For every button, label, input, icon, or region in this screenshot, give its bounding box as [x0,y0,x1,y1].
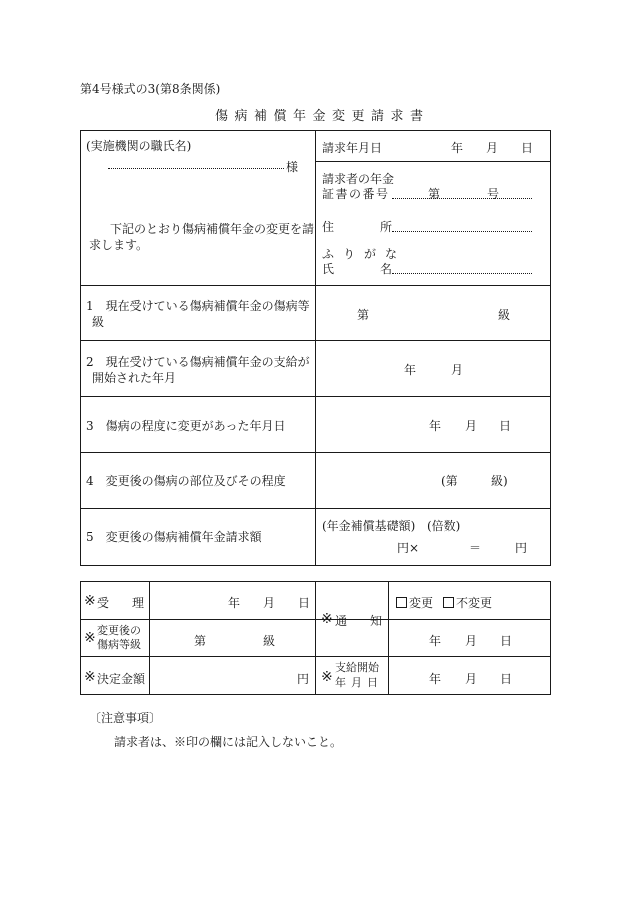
row3-day-unit: 日 [499,419,512,433]
row2-label-line1: 2 現在受けている傷病補償年金の支給が [86,355,310,369]
row2-month-unit: 月 [451,363,464,377]
notes-heading: 〔注意事項〕 [89,711,162,725]
grade-mark: ※ [84,630,96,646]
row1-kyu: 級 [498,308,511,322]
cert-dai: 第 [428,187,441,201]
start-day-unit: 日 [500,672,513,686]
honorific: 様 [286,160,299,174]
notice-day-unit: 日 [500,634,513,648]
row5-yen: 円 [515,541,528,555]
row1-dai: 第 [357,308,370,322]
notice-label-b: 知 [370,614,383,628]
page-title: 傷病補償年金変更請求書 [215,109,430,124]
request-day-unit: 日 [521,141,534,155]
row4-dai: (第 [441,474,458,488]
grade-kyu: 級 [263,634,276,648]
row3-year-unit: 年 [429,419,442,433]
address-label-b: 所 [380,220,393,234]
start-label-line1: 支給開始 [335,661,379,674]
name-label-a: 氏 [322,262,335,276]
change-checkbox[interactable] [396,597,407,608]
receipt-month-unit: 月 [263,596,276,610]
row1-label-line2: 級 [92,315,105,329]
grade-label-line2: 傷病等級 [97,638,141,651]
row5-base-label: (年金補償基礎額) [322,519,416,533]
cert-go: 号 [487,187,500,201]
cert-label-line1: 請求者の年金 [322,172,395,186]
name-field[interactable] [392,273,532,274]
receipt-label-b: 理 [132,596,145,610]
row2-year-unit: 年 [404,363,417,377]
address-label-a: 住 [322,220,335,234]
start-label-line2: 年月日 [335,676,383,689]
start-mark: ※ [321,669,333,685]
recipient-field[interactable] [108,168,284,169]
start-year-unit: 年 [429,672,442,686]
amount-label: 決定金額 [97,672,146,686]
row4-label: 4 変更後の傷病の部位及びその程度 [86,474,286,488]
amount-yen: 円 [297,672,310,686]
grade-dai: 第 [194,634,207,648]
change-option[interactable] [396,594,433,611]
cert-number-field[interactable] [392,198,532,199]
receipt-day-unit: 日 [298,596,311,610]
request-text-line1: 下記のとおり傷病補償年金の変更を請 [110,222,315,236]
receipt-label-a: 受 [97,596,110,610]
furigana-label: ふりがな [322,247,407,261]
request-month-unit: 月 [486,141,499,155]
no-change-option[interactable] [443,594,492,611]
request-date-label: 請求年月日 [322,141,383,155]
row1-label-line1: 1 現在受けている傷病補償年金の傷病等 [86,299,310,313]
notice-label-a: 通 [335,614,348,628]
row3-month-unit: 月 [465,419,478,433]
notice-mark: ※ [321,611,333,627]
notice-year-unit: 年 [429,634,442,648]
start-month-unit: 月 [465,672,478,686]
no-change-checkbox[interactable] [443,597,454,608]
grade-label-line1: 変更後の [97,624,141,637]
recipient-label: (実施機関の職氏名) [86,139,192,153]
request-text-line2: 求します。 [89,238,149,252]
receipt-mark: ※ [84,593,96,609]
notes-text: 請求者は、※印の欄には記入しないこと。 [114,735,343,749]
cert-label-line2: 証書の番号 [322,187,390,201]
row4-kyu: 級) [491,474,508,488]
request-year-unit: 年 [451,141,464,155]
no-change-option-label: 不変更 [456,596,493,610]
row3-label: 3 傷病の程度に変更があった年月日 [86,419,286,433]
row5-multiplier-label: (倍数) [427,519,461,533]
name-label-b: 名 [380,262,393,276]
change-option-label: 変更 [409,596,434,610]
receipt-year-unit: 年 [228,596,241,610]
row2-label-line2: 開始された年月 [92,371,177,385]
notice-month-unit: 月 [465,634,478,648]
amount-mark: ※ [84,669,96,685]
row5-label: 5 変更後の傷病補償年金請求額 [86,530,262,544]
row5-yen-times: 円× [397,541,420,555]
row5-equals: ＝ [469,541,482,555]
address-field[interactable] [392,231,532,232]
form-number: 第4号様式の3(第8条関係) [80,82,221,96]
